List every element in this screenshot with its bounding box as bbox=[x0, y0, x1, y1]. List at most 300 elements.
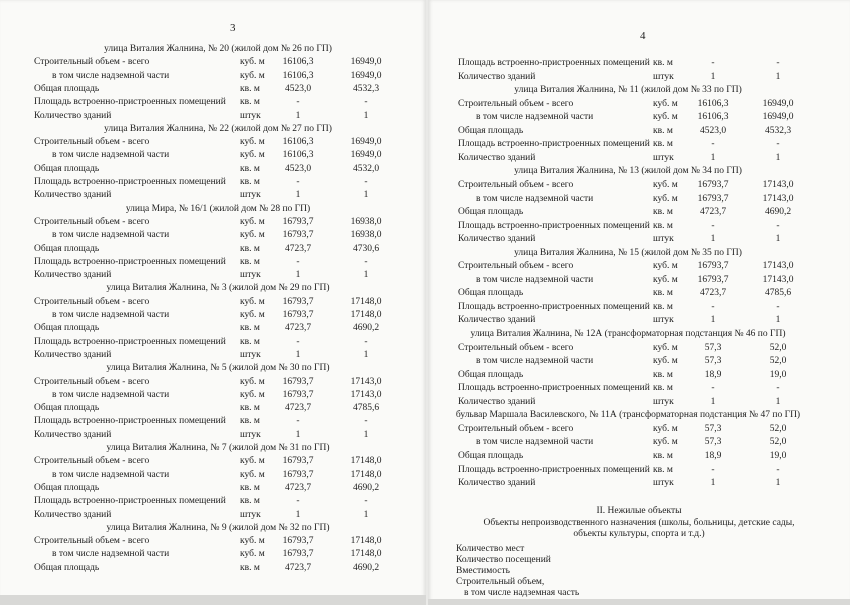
project-value: 16793,7 bbox=[282, 376, 314, 387]
section-heading bbox=[0, 443, 426, 454]
unit-cell: кв. м bbox=[653, 464, 673, 475]
row-label: Площадь встроенно-пристроенных помещений bbox=[458, 58, 650, 68]
actual-value: 1 bbox=[363, 509, 369, 520]
address-heading: улица Виталия Жалнина, № 15 (жилой дом № 35 по ГП) bbox=[514, 247, 742, 258]
table-row bbox=[428, 343, 850, 354]
table-row bbox=[0, 217, 426, 228]
table-row bbox=[428, 99, 850, 110]
actual-value: 17143,0 bbox=[762, 261, 794, 272]
project-value: 1 bbox=[710, 71, 716, 82]
actual-value: - bbox=[364, 256, 368, 267]
actual-value: 16949,0 bbox=[762, 98, 794, 109]
table-row bbox=[428, 139, 850, 150]
section-heading bbox=[428, 85, 850, 96]
table-row bbox=[428, 58, 850, 69]
table-row bbox=[0, 496, 426, 507]
unit-cell: кв. м bbox=[653, 288, 673, 299]
unit-cell: куб. м bbox=[653, 98, 678, 109]
actual-value: 1 bbox=[363, 270, 369, 281]
table-row bbox=[428, 356, 850, 367]
item-label: Вместимость bbox=[456, 566, 510, 576]
table-row bbox=[428, 221, 850, 232]
project-value: 16106,3 bbox=[282, 150, 314, 161]
project-value: 57,3 bbox=[704, 342, 722, 353]
table-row bbox=[428, 112, 850, 123]
project-value: 16793,7 bbox=[282, 230, 314, 241]
unit-cell: куб. м bbox=[653, 193, 678, 204]
address-heading: улица Виталия Жалнина, № 7 (жилой дом № 31 по ГП) bbox=[106, 443, 330, 453]
actual-value: 52,0 bbox=[769, 437, 787, 448]
actual-value: - bbox=[364, 177, 368, 187]
project-value: - bbox=[296, 336, 300, 347]
actual-value: - bbox=[364, 416, 368, 427]
project-value: 16793,7 bbox=[697, 179, 729, 190]
unit-cell: кв. м bbox=[653, 139, 673, 150]
unit-cell: куб. м bbox=[653, 261, 678, 272]
address-heading: бульвар Маршала Василевского, № 11А (трансформаторная подстанция № 47 по ГП) bbox=[455, 410, 801, 421]
table-row bbox=[428, 302, 850, 313]
address-heading: улица Виталия Жалнина, № 9 (жилой дом № 32 по ГП) bbox=[106, 522, 330, 533]
row-label: Строительный объем - всего bbox=[458, 98, 574, 109]
table-row bbox=[0, 297, 426, 308]
project-value: 16793,7 bbox=[282, 310, 314, 320]
address-heading: улица Виталия Жалнина, № 12А (трансформаторная подстанция № 46 по ГП) bbox=[470, 329, 786, 339]
unit-cell: штук bbox=[240, 190, 261, 201]
unit-cell: кв. м bbox=[240, 83, 260, 94]
address-heading: улица Виталия Жалнина, № 20 (жилой дом № 26 по ГП) bbox=[104, 44, 332, 54]
row-label: Площадь встроенно-пристроенных помещений bbox=[34, 336, 226, 347]
table-row bbox=[0, 257, 426, 268]
actual-value: 16949,0 bbox=[350, 137, 382, 148]
page-number: 4 bbox=[640, 30, 646, 42]
actual-value: 17148,0 bbox=[350, 310, 382, 320]
table-row bbox=[0, 71, 426, 82]
table-row bbox=[428, 465, 850, 476]
actual-value: 17143,0 bbox=[762, 179, 794, 190]
actual-value: - bbox=[776, 383, 780, 394]
table-row bbox=[0, 549, 426, 560]
project-value: - bbox=[296, 177, 300, 187]
row-label: Строительный объем - всего bbox=[34, 137, 150, 148]
table-row bbox=[428, 478, 850, 489]
unit-cell: кв. м bbox=[653, 125, 673, 136]
row-label: Строительный объем - всего bbox=[34, 57, 150, 68]
project-value: - bbox=[711, 383, 715, 394]
page-4 bbox=[428, 0, 850, 605]
project-value: - bbox=[296, 416, 300, 427]
unit-cell: куб. м bbox=[653, 423, 678, 434]
unit-cell: куб. м bbox=[240, 310, 265, 320]
row-label: Общая площадь bbox=[34, 482, 100, 493]
table-row bbox=[0, 177, 426, 188]
section-heading bbox=[0, 204, 426, 215]
list-item bbox=[428, 555, 850, 566]
section-heading bbox=[428, 166, 850, 177]
project-value: 16793,7 bbox=[697, 274, 729, 285]
row-label: Общая площадь bbox=[34, 403, 100, 414]
project-value: 4723,7 bbox=[284, 243, 312, 254]
row-label: Количество зданий bbox=[458, 315, 536, 326]
unit-cell: куб. м bbox=[653, 112, 678, 123]
project-value: 4523,0 bbox=[284, 163, 312, 174]
actual-value: 17148,0 bbox=[350, 549, 382, 560]
project-value: 57,3 bbox=[704, 356, 722, 367]
unit-cell: штук bbox=[240, 270, 261, 281]
row-label: в том числе надземной части bbox=[52, 230, 170, 241]
table-row bbox=[428, 370, 850, 381]
project-value: 18,9 bbox=[704, 369, 722, 380]
row-label: в том числе надземной части bbox=[52, 469, 170, 480]
table-row bbox=[428, 72, 850, 83]
table-row bbox=[428, 437, 850, 448]
project-value: 1 bbox=[295, 110, 301, 121]
table-row bbox=[0, 483, 426, 494]
table-row bbox=[428, 126, 850, 137]
actual-value: 17143,0 bbox=[350, 389, 382, 400]
table-row bbox=[428, 315, 850, 326]
row-label: Количество зданий bbox=[34, 270, 112, 281]
table-row bbox=[0, 137, 426, 148]
actual-value: 4532,3 bbox=[764, 125, 792, 136]
project-value: 16793,7 bbox=[282, 469, 314, 480]
unit-cell: кв. м bbox=[653, 58, 673, 68]
unit-cell: куб. м bbox=[240, 536, 265, 547]
project-value: - bbox=[711, 220, 715, 231]
row-label: Количество зданий bbox=[458, 396, 536, 407]
row-label: Площадь встроенно-пристроенных помещений bbox=[34, 177, 226, 187]
table-row bbox=[0, 377, 426, 388]
address-heading: улица Виталия Жалнина, № 22 (жилой дом № 27 по ГП) bbox=[104, 123, 332, 134]
row-label: Количество зданий bbox=[34, 190, 112, 201]
item-label: в том числе надземная часть bbox=[464, 588, 580, 598]
unit-cell: кв. м bbox=[240, 336, 260, 347]
row-label: Количество зданий bbox=[34, 110, 112, 121]
page-number: 3 bbox=[230, 22, 236, 34]
actual-value: - bbox=[776, 220, 780, 231]
unit-cell: куб. м bbox=[240, 216, 265, 227]
project-value: 16106,3 bbox=[697, 112, 729, 123]
project-value: 4523,0 bbox=[699, 125, 727, 136]
section-heading bbox=[0, 523, 426, 534]
table-row bbox=[0, 510, 426, 521]
unit-cell: куб. м bbox=[240, 137, 265, 148]
table-row bbox=[0, 470, 426, 481]
address-heading: улица Мира, № 16/1 (жилой дом № 28 по ГП) bbox=[125, 203, 311, 214]
project-value: 16106,3 bbox=[282, 57, 314, 68]
project-value: 1 bbox=[710, 478, 716, 489]
row-label: Площадь встроенно-пристроенных помещений bbox=[34, 496, 226, 507]
unit-cell: куб. м bbox=[240, 230, 265, 241]
project-value: 16793,7 bbox=[282, 296, 314, 307]
unit-cell: кв. м bbox=[240, 163, 260, 174]
address-heading: улица Виталия Жалнина, № 11 (жилой дом № 33 по ГП) bbox=[514, 85, 742, 96]
actual-value: 4785,6 bbox=[352, 403, 380, 414]
table-row bbox=[0, 536, 426, 547]
row-label: Количество зданий bbox=[458, 71, 536, 82]
row-label: в том числе надземной части bbox=[52, 389, 170, 400]
row-label: в том числе надземной части bbox=[476, 356, 594, 367]
actual-value: 1 bbox=[363, 429, 369, 440]
unit-cell: кв. м bbox=[240, 97, 260, 108]
table-row bbox=[428, 234, 850, 245]
actual-value: 4690,2 bbox=[764, 207, 792, 218]
row-label: Общая площадь bbox=[34, 243, 100, 254]
table-row bbox=[428, 397, 850, 408]
unit-cell: кв. м bbox=[653, 220, 673, 231]
project-value: 4723,7 bbox=[699, 288, 727, 299]
unit-cell: куб. м bbox=[240, 150, 265, 161]
row-label: в том числе надземной части bbox=[476, 274, 594, 285]
actual-value: - bbox=[776, 464, 780, 475]
row-label: Площадь встроенно-пристроенных помещений bbox=[34, 97, 226, 108]
project-value: 16106,3 bbox=[282, 137, 314, 148]
row-label: в том числе надземной части bbox=[52, 150, 170, 161]
actual-value: - bbox=[364, 496, 368, 507]
unit-cell: куб. м bbox=[653, 274, 678, 285]
table-row bbox=[428, 451, 850, 462]
section-heading bbox=[0, 44, 426, 55]
project-value: - bbox=[296, 97, 300, 108]
row-label: Строительный объем - всего bbox=[34, 456, 150, 467]
actual-value: 17148,0 bbox=[350, 456, 382, 467]
unit-cell: кв. м bbox=[240, 482, 260, 493]
actual-value: 1 bbox=[775, 152, 781, 163]
row-label: Количество зданий bbox=[34, 509, 112, 520]
unit-cell: кв. м bbox=[240, 403, 260, 414]
row-label: Строительный объем - всего bbox=[34, 216, 150, 227]
row-label: Площадь встроенно-пристроенных помещений bbox=[34, 416, 226, 427]
project-value: 4723,7 bbox=[284, 403, 312, 414]
page-bottom-edge bbox=[428, 599, 850, 605]
unit-cell: штук bbox=[653, 315, 674, 326]
row-label: Общая площадь bbox=[34, 562, 100, 573]
project-value: 1 bbox=[710, 152, 716, 163]
table-row bbox=[0, 456, 426, 467]
table-row bbox=[0, 390, 426, 401]
project-value: 16106,3 bbox=[282, 70, 314, 81]
actual-value: 16949,0 bbox=[350, 150, 382, 161]
actual-value: 52,0 bbox=[769, 342, 787, 353]
project-value: 57,3 bbox=[704, 437, 722, 448]
table-row bbox=[0, 150, 426, 161]
unit-cell: кв. м bbox=[653, 383, 673, 394]
project-value: - bbox=[711, 464, 715, 475]
unit-cell: штук bbox=[653, 396, 674, 407]
row-label: Площадь встроенно-пристроенных помещений bbox=[34, 256, 226, 267]
row-label: Общая площадь bbox=[34, 163, 100, 174]
unit-cell: штук bbox=[653, 478, 674, 489]
section-heading bbox=[0, 363, 426, 374]
section-heading bbox=[0, 124, 426, 135]
project-value: 4723,7 bbox=[284, 562, 312, 573]
row-label: Количество зданий bbox=[34, 349, 112, 360]
actual-value: - bbox=[776, 301, 780, 312]
project-value: - bbox=[296, 496, 300, 507]
table-row bbox=[0, 230, 426, 241]
unit-cell: штук bbox=[240, 110, 261, 121]
actual-value: 1 bbox=[775, 71, 781, 82]
project-value: 16793,7 bbox=[282, 389, 314, 400]
row-label: Общая площадь bbox=[458, 369, 524, 380]
row-label: Строительный объем - всего bbox=[34, 296, 150, 307]
actual-value: 19,0 bbox=[769, 369, 787, 380]
section-title: II. Нежилые объекты bbox=[596, 506, 682, 516]
row-label: в том числе надземной части bbox=[476, 193, 594, 204]
actual-value: 17143,0 bbox=[762, 274, 794, 285]
actual-value: 16949,0 bbox=[350, 70, 382, 81]
unit-cell: кв. м bbox=[653, 369, 673, 380]
table-row bbox=[0, 430, 426, 441]
table-row bbox=[428, 207, 850, 218]
project-value: 1 bbox=[710, 315, 716, 326]
project-value: 1 bbox=[710, 396, 716, 407]
unit-cell: куб. м bbox=[240, 70, 265, 81]
unit-cell: штук bbox=[240, 509, 261, 520]
project-value: - bbox=[711, 58, 715, 68]
table-row bbox=[428, 153, 850, 164]
table-row bbox=[428, 424, 850, 435]
unit-cell: штук bbox=[240, 349, 261, 360]
actual-value: 4532,0 bbox=[352, 163, 380, 174]
row-label: Строительный объем - всего bbox=[34, 376, 150, 387]
actual-value: 17143,0 bbox=[350, 376, 382, 387]
project-value: 1 bbox=[295, 270, 301, 281]
unit-cell: штук bbox=[653, 152, 674, 163]
list-item bbox=[428, 566, 850, 577]
table-row bbox=[0, 310, 426, 321]
section-subtitle: Объекты непроизводственного назначения (школы, больницы, детские сады, bbox=[483, 518, 795, 528]
unit-cell: куб. м bbox=[240, 469, 265, 480]
section-heading bbox=[428, 248, 850, 259]
row-label: Площадь встроенно-пристроенных помещений bbox=[458, 383, 650, 394]
row-label: в том числе надземной части bbox=[52, 549, 170, 560]
project-value: 16793,7 bbox=[282, 536, 314, 547]
table-row bbox=[0, 57, 426, 68]
table-row bbox=[0, 323, 426, 334]
table-row bbox=[428, 275, 850, 286]
unit-cell: куб. м bbox=[240, 549, 265, 560]
row-label: Строительный объем - всего bbox=[458, 179, 574, 190]
section-heading bbox=[0, 283, 426, 294]
list-item bbox=[428, 577, 850, 588]
unit-cell: кв. м bbox=[653, 301, 673, 312]
unit-cell: куб. м bbox=[240, 296, 265, 307]
row-label: в том числе надземной части bbox=[476, 112, 594, 123]
list-item bbox=[428, 588, 850, 599]
project-value: 16793,7 bbox=[282, 549, 314, 560]
actual-value: 1 bbox=[775, 396, 781, 407]
table-row bbox=[0, 84, 426, 95]
row-label: Площадь встроенно-пристроенных помещений bbox=[458, 301, 650, 312]
actual-value: 4690,2 bbox=[352, 323, 380, 334]
project-value: 16793,7 bbox=[697, 193, 729, 204]
actual-value: 1 bbox=[363, 349, 369, 360]
unit-cell: кв. м bbox=[240, 243, 260, 254]
unit-cell: куб. м bbox=[653, 342, 678, 353]
address-heading: улица Виталия Жалнина, № 13 (жилой дом № 34 по ГП) bbox=[514, 166, 742, 177]
address-heading: улица Виталия Жалнина, № 5 (жилой дом № 30 по ГП) bbox=[106, 363, 330, 374]
project-value: - bbox=[711, 139, 715, 150]
actual-value: 4730,6 bbox=[352, 243, 380, 254]
actual-value: 19,0 bbox=[769, 451, 787, 461]
project-value: 4723,7 bbox=[284, 482, 312, 493]
list-item bbox=[428, 544, 850, 555]
table-row bbox=[428, 288, 850, 299]
project-value: 18,9 bbox=[704, 451, 722, 461]
project-value: 57,3 bbox=[704, 423, 722, 434]
actual-value: 4690,2 bbox=[352, 482, 380, 493]
project-value: 16793,7 bbox=[697, 261, 729, 272]
row-label: в том числе надземной части bbox=[476, 437, 594, 448]
section-subtitle: объекты культуры, спорта и т.д.) bbox=[573, 529, 705, 539]
unit-cell: кв. м bbox=[240, 256, 260, 267]
row-label: Общая площадь bbox=[34, 323, 100, 334]
page-bottom-edge bbox=[0, 595, 426, 605]
section-heading bbox=[428, 329, 850, 340]
actual-value: 1 bbox=[775, 478, 781, 489]
project-value: 1 bbox=[295, 509, 301, 520]
project-value: - bbox=[296, 256, 300, 267]
row-label: Количество зданий bbox=[458, 234, 536, 245]
row-label: Площадь встроенно-пристроенных помещений bbox=[458, 220, 650, 231]
actual-value: 4690,2 bbox=[352, 562, 380, 573]
table-row bbox=[0, 244, 426, 255]
actual-value: 16938,0 bbox=[350, 216, 382, 227]
item-label: Строительный объем, bbox=[456, 577, 545, 587]
unit-cell: куб. м bbox=[240, 376, 265, 387]
row-label: Общая площадь bbox=[458, 207, 524, 218]
actual-value: 1 bbox=[363, 190, 369, 201]
row-label: Площадь встроенно-пристроенных помещений bbox=[458, 464, 650, 475]
actual-value: 1 bbox=[775, 234, 781, 245]
table-row bbox=[428, 180, 850, 191]
address-heading: улица Виталия Жалнина, № 3 (жилой дом № 29 по ГП) bbox=[106, 283, 330, 294]
project-value: 4523,0 bbox=[284, 83, 312, 94]
table-row bbox=[0, 97, 426, 108]
unit-cell: куб. м bbox=[653, 356, 678, 367]
unit-cell: куб. м bbox=[240, 389, 265, 400]
row-label: Количество зданий bbox=[34, 429, 112, 440]
project-value: 1 bbox=[710, 234, 716, 245]
unit-cell: штук bbox=[653, 71, 674, 82]
project-value: 1 bbox=[295, 190, 301, 201]
actual-value: 4532,3 bbox=[352, 83, 380, 94]
row-label: Строительный объем - всего bbox=[458, 342, 574, 353]
row-label: Общая площадь bbox=[34, 83, 100, 94]
unit-cell: кв. м bbox=[240, 177, 260, 187]
actual-value: 52,0 bbox=[769, 423, 787, 434]
table-row bbox=[0, 416, 426, 427]
unit-cell: куб. м bbox=[653, 437, 678, 448]
actual-value: 17148,0 bbox=[350, 296, 382, 307]
unit-cell: штук bbox=[240, 429, 261, 440]
unit-cell: куб. м bbox=[240, 57, 265, 68]
actual-value: 16938,0 bbox=[350, 230, 382, 241]
actual-value: 4785,6 bbox=[764, 288, 792, 299]
unit-cell: кв. м bbox=[240, 496, 260, 507]
actual-value: 52,0 bbox=[769, 356, 787, 367]
table-row bbox=[0, 563, 426, 574]
project-value: 1 bbox=[295, 349, 301, 360]
unit-cell: кв. м bbox=[240, 323, 260, 334]
actual-value: 1 bbox=[363, 110, 369, 121]
unit-cell: кв. м bbox=[240, 416, 260, 427]
table-row bbox=[0, 337, 426, 348]
row-label: Площадь встроенно-пристроенных помещений bbox=[458, 139, 650, 150]
actual-value: 16949,0 bbox=[762, 112, 794, 123]
project-value: 16793,7 bbox=[282, 456, 314, 467]
actual-value: 1 bbox=[775, 315, 781, 326]
